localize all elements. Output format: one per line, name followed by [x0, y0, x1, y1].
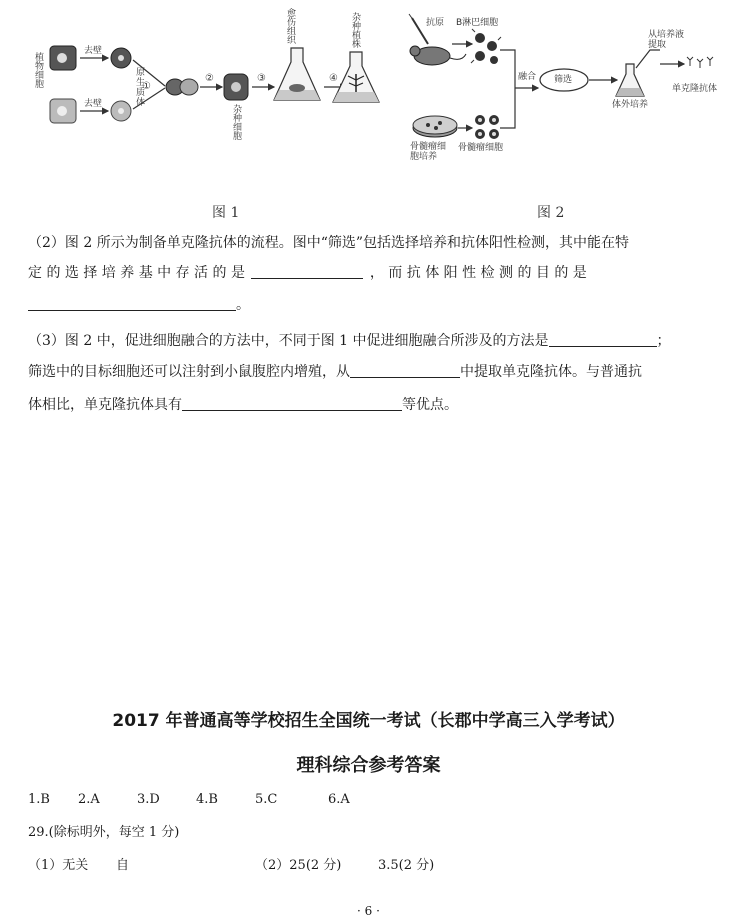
antigen-label: 抗原 — [426, 18, 445, 28]
figure2-caption: 图 2 — [537, 205, 565, 221]
b-lymphocyte-label: B淋巴细胞 — [456, 18, 499, 28]
myeloma-cells-icon — [475, 115, 499, 139]
step1-label: ① — [142, 81, 151, 92]
culture-in-vitro-label: 体外培养 — [612, 100, 649, 110]
answer-blank-4[interactable] — [350, 365, 460, 378]
plant-cell-top-icon — [50, 46, 76, 70]
fusion-label: 融合 — [518, 72, 537, 82]
culture-flask-icon — [616, 64, 644, 96]
question3-line1 — [28, 332, 671, 350]
question3-line2-text-a: 筛选中的目标细胞还可以注射到小鼠腹腔内增殖，从 — [28, 364, 350, 380]
mc-answer-6: 6.A — [328, 792, 350, 807]
question3-line3 — [28, 396, 458, 414]
extract-from-medium-label: 从培养液提取 — [648, 30, 685, 50]
remove-wall-bottom-label: 去壁 — [84, 99, 103, 109]
q29-answer-2: 自 — [116, 858, 130, 873]
antibody-icon — [687, 57, 713, 68]
plant-cell-bottom-icon — [50, 99, 76, 123]
q29-answer-1: （1）无关 — [28, 858, 89, 873]
answer-blank-3[interactable] — [549, 334, 657, 347]
figures-region — [0, 0, 737, 225]
hybrid-cell-label: 杂种细胞 — [231, 104, 241, 140]
protoplast-label: 原生质体 — [136, 68, 146, 108]
callus-flask-icon — [274, 48, 320, 100]
plant-cell-label: 植物细胞 — [33, 52, 43, 88]
hybrid-cell-icon — [224, 74, 248, 100]
myeloma-culture-label: 骨髓瘤细胞培养 — [410, 142, 447, 162]
answer-key-subtitle: 理科综合参考答案 — [296, 755, 441, 776]
question2-line2 — [28, 264, 587, 282]
page-number: · 6 · — [357, 904, 380, 918]
hybrid-plant-flask-icon — [333, 52, 379, 102]
step4-label: ④ — [329, 73, 338, 84]
question3-line2-text-b: 中提取单克隆抗体。与普通抗 — [460, 364, 642, 380]
answer-blank-1[interactable] — [251, 266, 363, 279]
b-lymphocytes-icon — [471, 29, 501, 64]
figures-svg — [0, 0, 737, 225]
culture-dish-icon — [413, 116, 457, 137]
step2-label: ② — [205, 73, 214, 84]
question3-line1-text: （3）图 2 中，促进细胞融合的方法中，不同于图 1 中促进细胞融合所涉及的方法是 — [28, 333, 549, 349]
myeloma-cell-label: 骨髓瘤细胞 — [458, 143, 504, 153]
mc-answer-4: 4.B — [196, 792, 218, 807]
fusion-bracket — [500, 50, 515, 128]
question2-line2-text-b: ， 而 抗 体 阳 性 检 测 的 目 的 是 — [369, 265, 587, 281]
step3-label: ③ — [257, 73, 266, 84]
question3-line2 — [28, 363, 642, 381]
question3-semicolon: ； — [656, 333, 671, 349]
question2-line3 — [28, 296, 250, 314]
extract-line — [636, 50, 660, 68]
question2-line1: （2）图 2 所示为制备单克隆抗体的流程。图中“筛选”包括选择培养和抗体阳性检测，其中能在特 — [28, 235, 630, 251]
mc-answer-2: 2.A — [78, 792, 100, 807]
q29-answer-4: 3.5(2 分) — [378, 858, 435, 873]
answer-blank-2[interactable] — [28, 298, 236, 311]
q29-answer-3: （2）25(2 分) — [255, 858, 342, 873]
screening-label: 筛选 — [554, 75, 573, 85]
question2-line2-text-a: 定 的 选 择 培 养 基 中 存 活 的 是 — [28, 265, 245, 281]
mc-answer-1: 1.B — [28, 792, 50, 807]
monoclonal-antibody-label: 单克隆抗体 — [672, 84, 718, 94]
mc-answer-5: 5.C — [255, 792, 278, 807]
question3-line3-text-a: 体相比，单克隆抗体具有 — [28, 397, 182, 413]
q29-header: 29.(除标明外，每空 1 分) — [28, 825, 180, 840]
answer-key-title: 2017 年普通高等学校招生全国统一考试（长郡中学高三入学考试） — [112, 711, 625, 731]
mouse-icon — [410, 46, 466, 65]
hybrid-plant-label: 杂种植株 — [350, 12, 360, 48]
question3-line3-text-b: 等优点。 — [402, 397, 458, 413]
fused-protoplasts-icon — [166, 79, 198, 95]
remove-wall-top-label: 去壁 — [84, 46, 103, 56]
figure1-caption: 图 1 — [212, 205, 240, 221]
callus-label: 愈伤组织 — [285, 8, 295, 44]
mc-answer-3: 3.D — [137, 792, 160, 807]
question2-period: 。 — [236, 297, 250, 313]
answer-blank-5[interactable] — [182, 398, 402, 411]
